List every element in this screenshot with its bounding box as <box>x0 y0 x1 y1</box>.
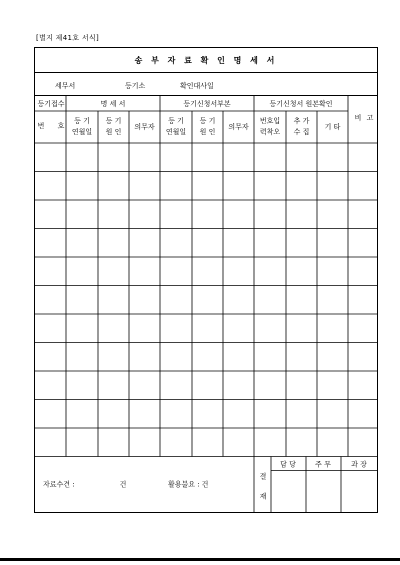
sub-header-bottom: 연월일 <box>71 128 93 136</box>
approval-label-a: 결 <box>259 472 267 481</box>
statement-header: 명 세 서 <box>100 100 126 108</box>
received-label: 자료수견 : <box>43 480 75 489</box>
approval-role: 주 무 <box>315 460 331 469</box>
office-row <box>35 73 377 96</box>
missing-label: 활용불요 : <box>168 480 200 489</box>
sub-header: 의무자 <box>228 123 249 131</box>
reg-no-header-a: 번 <box>37 122 45 130</box>
sub-header-top: 등 기 <box>74 117 90 125</box>
sub-header-bottom: 연월일 <box>165 128 187 136</box>
sub-header-bottom: 력착오 <box>259 128 281 136</box>
reg-no-header: 등기접수 <box>37 100 65 108</box>
confirm-date-label: 확인대사일 <box>180 82 214 90</box>
detail-table <box>35 96 377 512</box>
page-bottom-rule <box>0 558 400 561</box>
sub-header: 기 타 <box>324 123 341 131</box>
confirmation-sheet <box>34 47 378 513</box>
received-unit: 건 <box>119 480 127 489</box>
reg-no-header-b: 호 <box>57 122 65 130</box>
sub-header-top: 등 기 <box>105 117 122 125</box>
sub-header-bottom: 수 집 <box>293 128 310 136</box>
approval-role: 담 당 <box>280 460 296 469</box>
approval-role: 과 장 <box>351 460 367 469</box>
sheet-title: 송 부 자 료 확 인 명 세 서 <box>35 48 377 73</box>
registry-label: 등기소 <box>125 82 146 90</box>
sub-header-top: 등 기 <box>199 117 216 125</box>
remarks-header-b: 고 <box>366 114 374 122</box>
sub-header-top: 번호입 <box>259 117 281 125</box>
sub-header-bottom: 원 인 <box>199 128 216 136</box>
sub-header-bottom: 원 인 <box>105 128 122 136</box>
approval-label-b: 재 <box>259 492 267 501</box>
original-header: 등기신청서 원본확인 <box>269 100 333 108</box>
sub-header-top: 등 기 <box>168 117 184 125</box>
missing-unit: 건 <box>201 480 209 489</box>
form-number-label: [별지 제41호 서식] <box>36 34 99 42</box>
copy-header: 등기신청서부본 <box>183 100 231 108</box>
tax-office-label: 세무서 <box>55 82 76 90</box>
sub-header: 의무자 <box>134 123 155 131</box>
sub-header-top: 추 가 <box>293 117 310 125</box>
remarks-header-a: 비 <box>354 114 362 122</box>
